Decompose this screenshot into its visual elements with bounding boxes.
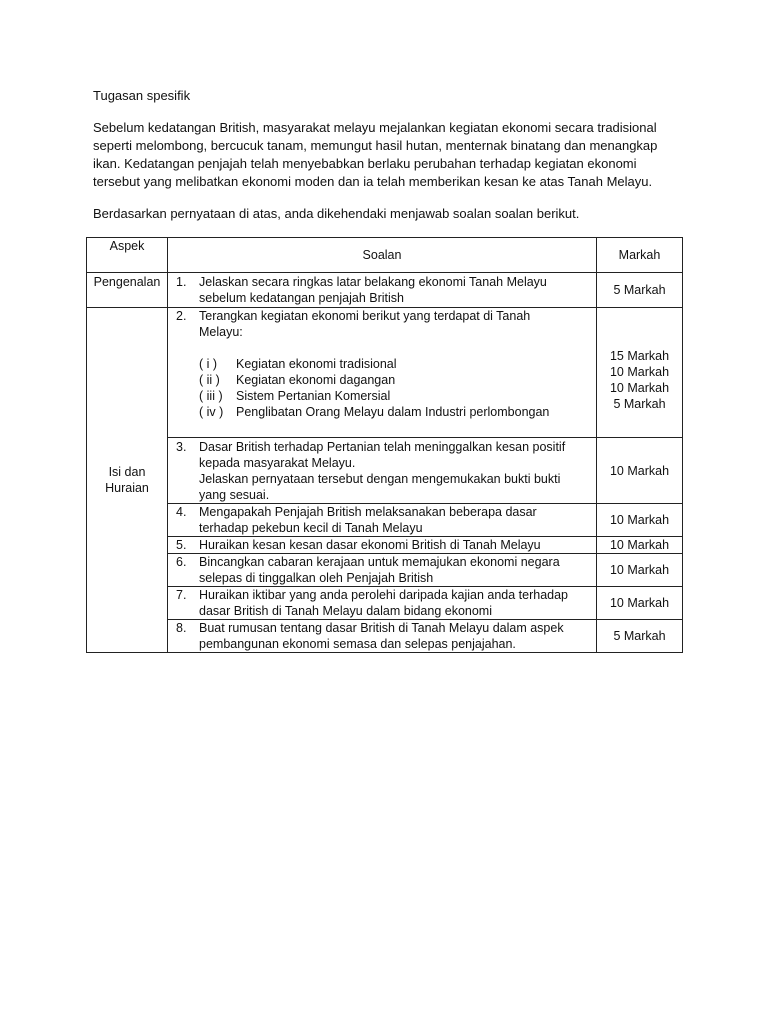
table-row-q8: [87, 620, 683, 653]
aspek-isi-line: Huraian: [105, 481, 149, 495]
subitem-text: Sistem Pertanian Komersial: [236, 389, 391, 403]
table-row-q4: [87, 504, 683, 537]
question-line: Huraikan kesan kesan dasar ekonomi British di Tanah Melayu: [199, 538, 541, 552]
question-line: Huraikan iktibar yang anda perolehi daripada kajian anda terhadap: [199, 588, 569, 602]
question-number: 4.: [176, 505, 187, 519]
question-line: sebelum kedatangan penjajah British: [199, 291, 404, 305]
subitem: [199, 356, 590, 372]
header-markah: Markah: [597, 238, 683, 273]
intro-line: seperti melombong, bercucuk tanam, memungut hasil hutan, menternak binatang dan menangkap: [93, 138, 658, 153]
question-line: dasar British di Tanah Melayu dalam bidang ekonomi: [199, 604, 492, 618]
subitem: [199, 388, 590, 404]
question-line: Jelaskan pernyataan tersebut dengan mengemukakan bukti bukti: [199, 471, 561, 486]
question-line: Terangkan kegiatan ekonomi berikut yang terdapat di Tanah: [199, 309, 531, 323]
instruction-text: Berdasarkan pernyataan di atas, anda dikehendaki menjawab soalan soalan berikut.: [93, 206, 580, 221]
subitem-text: Kegiatan ekonomi tradisional: [236, 357, 397, 371]
aspek-isi-line: Isi dan: [108, 465, 146, 479]
question-line: Melayu:: [199, 325, 243, 339]
mark-cell: 10 Markah: [597, 587, 683, 620]
question-number: 8.: [176, 621, 187, 635]
question-number: 3.: [176, 439, 187, 454]
subitem-text: Kegiatan ekonomi dagangan: [236, 373, 396, 387]
question-number: 5.: [176, 538, 187, 552]
question-line: Dasar British terhadap Pertanian telah meninggalkan kesan positif: [199, 439, 566, 454]
subitem-label: ( iv ): [199, 405, 224, 419]
question-line: kepada masyarakat Melayu.: [199, 455, 356, 470]
subitem-label: ( ii ): [199, 373, 220, 387]
intro-line: ikan. Kedatangan penjajah telah menyebabkan berlaku perubahan terhadap kegiatan ekonomi: [93, 156, 637, 171]
mark-cell: 5 Markah: [597, 620, 683, 653]
question-cell: [168, 504, 597, 537]
intro-line: tersebut yang melibatkan ekonomi moden dan ia telah memberikan kesan ke atas Tanah Melayu.: [93, 174, 653, 189]
table-row-q7: [87, 587, 683, 620]
question-cell: [168, 537, 597, 554]
question-line: yang sesuai.: [199, 487, 270, 502]
task-heading: Tugasan spesifik: [93, 88, 191, 103]
table-row-q3: [87, 438, 683, 504]
question-number: 7.: [176, 588, 187, 602]
aspek-pengenalan: Pengenalan: [87, 273, 168, 308]
subitem-label: ( i ): [199, 357, 218, 371]
question-line: terhadap pekebun kecil di Tanah Melayu: [199, 521, 423, 535]
subitem-text: Penglibatan Orang Melayu dalam Industri perlombongan: [236, 405, 550, 419]
question-line: pembangunan ekonomi semasa dan selepas penjajahan.: [199, 637, 516, 651]
question-line: Mengapakah Penjajah British melaksanakan beberapa dasar: [199, 505, 537, 519]
question-cell: [168, 308, 597, 438]
aspek-isi-huraian: [87, 308, 168, 653]
mark-cell: [597, 308, 683, 438]
question-line: selepas di tinggalkan oleh Penjajah British: [199, 571, 434, 585]
question-line: Jelaskan secara ringkas latar belakang ekonomi Tanah Melayu: [199, 275, 547, 289]
subitem: [199, 372, 590, 388]
question-number: 2.: [176, 309, 187, 323]
question-cell: [168, 620, 597, 653]
question-line: Buat rumusan tentang dasar British di Tanah Melayu dalam aspek: [199, 621, 564, 635]
question-cell: [168, 438, 597, 504]
mark-line: 10 Markah: [609, 381, 670, 395]
mark-cell: 10 Markah: [597, 537, 683, 554]
mark-line: 10 Markah: [609, 365, 670, 379]
mark-line: 15 Markah: [609, 349, 670, 363]
question-line: Bincangkan cabaran kerajaan untuk memajukan ekonomi negara: [199, 555, 560, 569]
subitem-label: ( iii ): [199, 389, 223, 403]
question-number: 6.: [176, 555, 187, 569]
table-row-q6: [87, 554, 683, 587]
header-aspek: Aspek: [87, 238, 168, 273]
question-table: [86, 237, 683, 653]
mark-line: 5 Markah: [613, 397, 666, 411]
header-soalan: Soalan: [168, 238, 597, 273]
table-row-q2: [87, 308, 683, 438]
question-number: 1.: [176, 275, 187, 289]
question-cell: [168, 554, 597, 587]
table-row-q5: [87, 537, 683, 554]
question-cell: [168, 587, 597, 620]
intro-line: Sebelum kedatangan British, masyarakat melayu mejalankan kegiatan ekonomi secara tradisional: [93, 120, 657, 135]
subitem: [199, 404, 590, 420]
mark-cell: 5 Markah: [597, 273, 683, 308]
intro-paragraph: [93, 119, 683, 191]
table-row-q1: [87, 273, 683, 308]
mark-cell: 10 Markah: [597, 504, 683, 537]
question-cell: [168, 273, 597, 308]
table-header-row: [87, 238, 683, 273]
mark-cell: 10 Markah: [597, 554, 683, 587]
mark-cell: 10 Markah: [597, 438, 683, 504]
